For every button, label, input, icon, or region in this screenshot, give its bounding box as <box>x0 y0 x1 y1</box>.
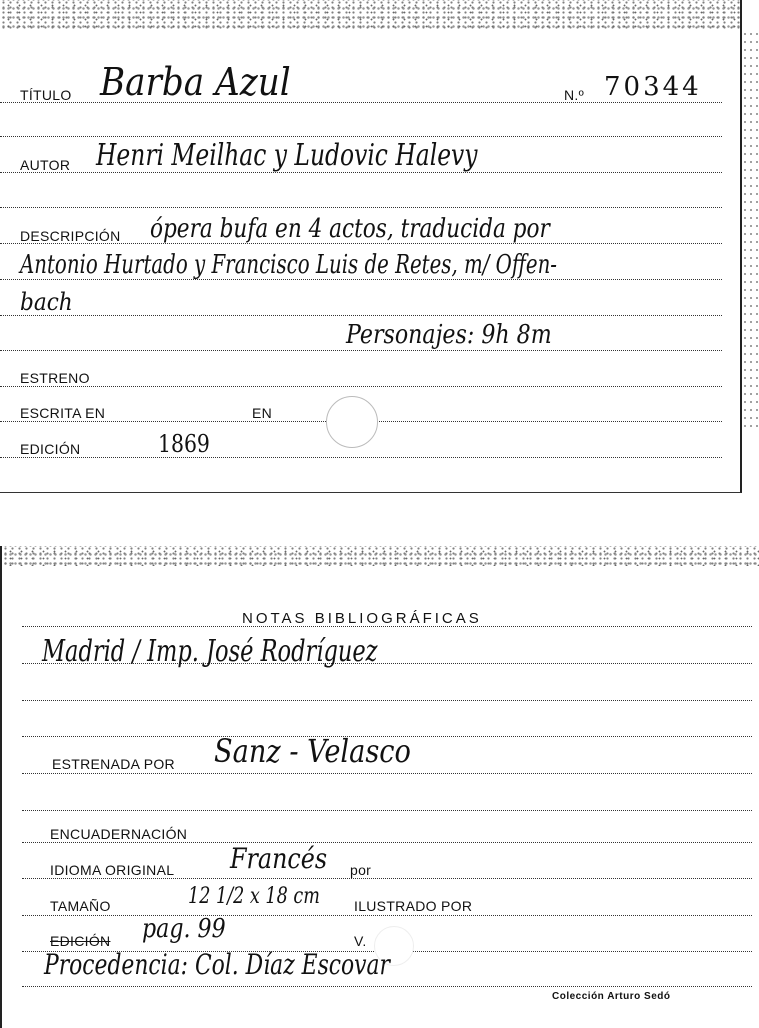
ruled-line <box>22 773 752 774</box>
escrita-label: ESCRITA EN <box>20 405 106 421</box>
idioma-label: IDIOMA ORIGINAL <box>50 862 175 878</box>
ruled-line <box>0 350 722 351</box>
autor-label: AUTOR <box>20 157 71 173</box>
v-label: V. <box>354 933 367 949</box>
coleccion-stamp: Colección Arturo Sedó <box>552 991 671 1002</box>
edicion-value: 1869 <box>158 430 210 458</box>
encuadernacion-label: ENCUADERNACIÓN <box>50 826 188 842</box>
procedencia-note: Procedencia: Col. Díaz Escovar <box>44 948 390 981</box>
ruled-line <box>22 700 752 701</box>
ruled-line <box>22 986 752 987</box>
descripcion-label: DESCRIPCIÓN <box>20 228 121 244</box>
descripcion-line2: Antonio Hurtado y Francisco Luis de Retes, m/ Offen- <box>20 250 557 280</box>
titulo-label: TÍTULO <box>20 87 72 103</box>
edicion-value-back: pag. 99 <box>142 914 226 944</box>
back-card <box>0 546 759 1028</box>
descripcion-line1: ópera bufa en 4 actos, traducida por <box>150 214 550 244</box>
por-label: por <box>350 862 372 878</box>
autor-value: Henri Meilhac y Ludovic Halevy <box>96 138 478 173</box>
front-card <box>0 0 742 493</box>
numero-label: N.º <box>564 87 585 103</box>
ruled-line <box>22 810 752 811</box>
personajes-note: Personajes: 9h 8m <box>346 320 552 350</box>
estrenada-value: Sanz - Velasco <box>214 732 411 770</box>
edicion-label-back: EDICIÓN <box>50 933 111 949</box>
numero-value: 70344 <box>604 72 702 102</box>
ruled-line <box>0 386 722 387</box>
ilustrado-label: ILUSTRADO POR <box>354 898 473 914</box>
en-label: EN <box>252 405 273 421</box>
idioma-value: Francés <box>230 842 328 875</box>
punch-hole <box>326 396 378 448</box>
descripcion-line3: bach <box>20 288 73 316</box>
ruled-line <box>0 457 722 458</box>
speckled-edge <box>2 546 759 566</box>
edicion-label: EDICIÓN <box>20 441 81 457</box>
ruled-line <box>22 915 752 916</box>
speckled-edge-right <box>742 30 759 432</box>
speckled-edge <box>0 0 740 30</box>
ruled-line <box>0 136 722 137</box>
ruled-line <box>0 207 722 208</box>
ruled-line <box>22 842 752 843</box>
estrenada-label: ESTRENADA POR <box>52 756 175 772</box>
tamano-value: 12 1/2 x 18 cm <box>188 884 320 909</box>
nota-line1: Madrid / Imp. José Rodríguez <box>42 634 378 669</box>
notas-header: NOTAS BIBLIOGRÁFICAS <box>242 610 482 627</box>
tamano-label: TAMAÑO <box>50 898 111 914</box>
ruled-line <box>0 315 722 316</box>
estreno-label: ESTRENO <box>20 370 90 386</box>
titulo-value: Barba Azul <box>100 60 291 104</box>
ruled-line <box>22 878 752 879</box>
